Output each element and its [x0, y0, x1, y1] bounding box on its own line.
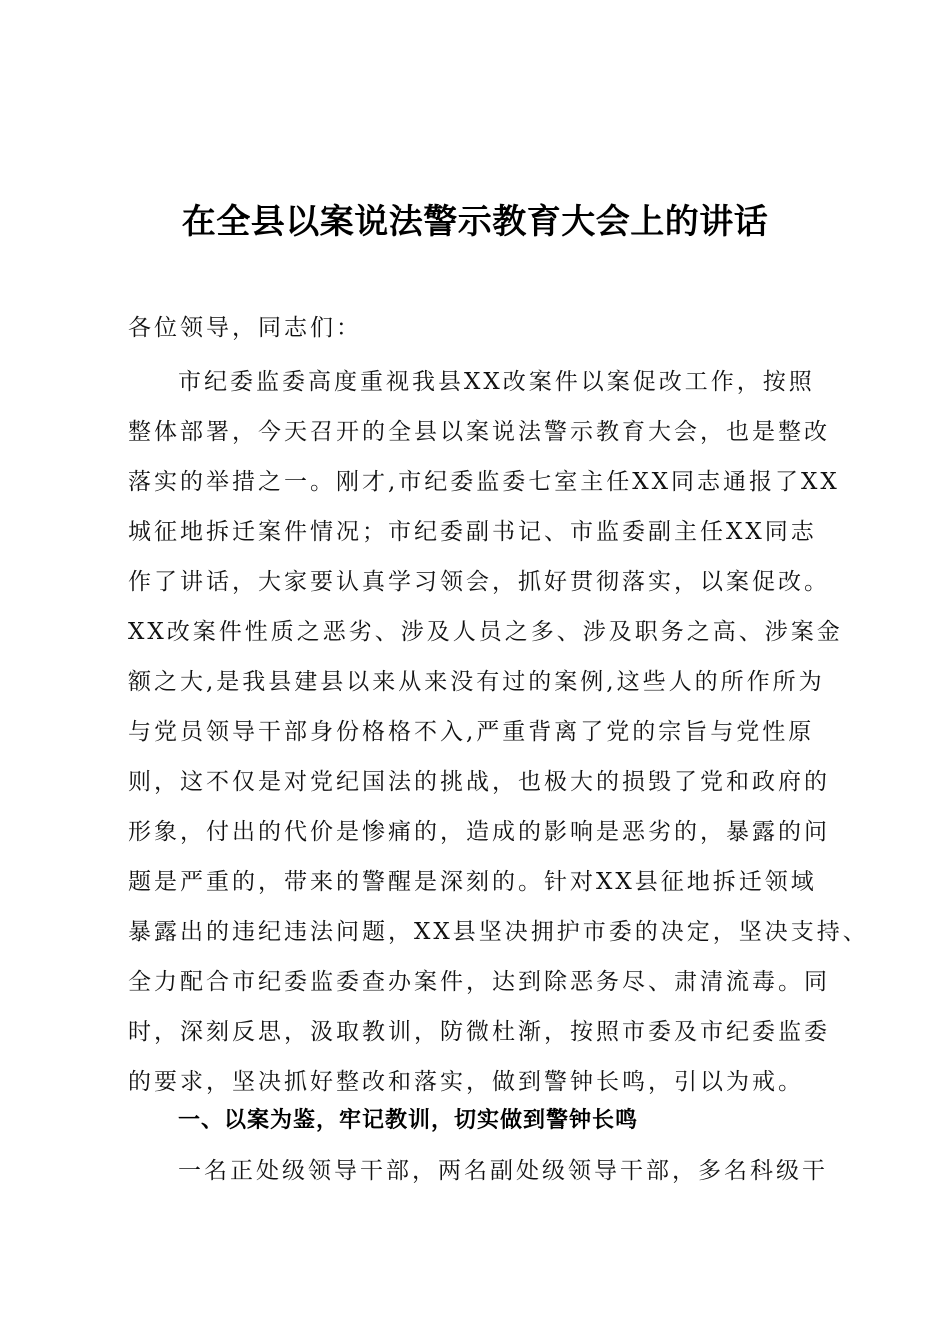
paragraph-line: 落实的举措之一。刚才,市纪委监委七室主任XX同志通报了XX — [128, 469, 840, 495]
paragraph-line: XX改案件性质之恶劣、涉及人员之多、涉及职务之高、涉案金 — [128, 619, 843, 645]
paragraph-line: 城征地拆迁案件情况；市纪委副书记、市监委副主任XX同志 — [128, 519, 817, 545]
paragraph-1 — [128, 357, 869, 1107]
paragraph-line: 的要求，坚决抓好整改和落实，做到警钟长鸣，引以为戒。 — [128, 1069, 804, 1095]
section-1-heading: 一、以案为鉴，牢记教训，切实做到警钟长鸣 — [178, 1108, 639, 1133]
paragraph-line: 暴露出的违纪违法问题，XX县坚决拥护市委的决定，坚决支持、 — [128, 919, 869, 945]
paragraph-line: 作了讲话，大家要认真学习领会，抓好贯彻落实，以案促改。 — [128, 569, 830, 595]
paragraph-line: 整体部署，今天召开的全县以案说法警示教育大会，也是整改 — [128, 419, 830, 445]
paragraph-line: 形象，付出的代价是惨痛的，造成的影响是恶劣的，暴露的问 — [128, 819, 830, 845]
paragraph-line: 则，这不仅是对党纪国法的挑战，也极大的损毁了党和政府的 — [128, 769, 830, 795]
paragraph-line: 时，深刻反思，汲取教训，防微杜渐，按照市委及市纪委监委 — [128, 1019, 830, 1045]
salutation: 各位领导，同志们： — [128, 315, 362, 341]
paragraph-line: 与党员领导干部身份格格不入,严重背离了党的宗旨与党性原 — [128, 719, 815, 745]
paragraph-line: 额之大,是我县建县以来从来没有过的案例,这些人的所作所为 — [128, 669, 825, 695]
paragraph-line: 全力配合市纪委监委查办案件，达到除恶务尽、肃清流毒。同 — [128, 969, 830, 995]
paragraph-line: 市纪委监委高度重视我县XX改案件以案促改工作，按照 — [178, 369, 815, 395]
paragraph-2: 一名正处级领导干部，两名副处级领导干部，多名科级干 — [178, 1158, 828, 1184]
document-title: 在全县以案说法警示教育大会上的讲话 — [181, 202, 769, 242]
paragraph-line: 题是严重的，带来的警醒是深刻的。针对XX县征地拆迁领域 — [128, 869, 817, 895]
